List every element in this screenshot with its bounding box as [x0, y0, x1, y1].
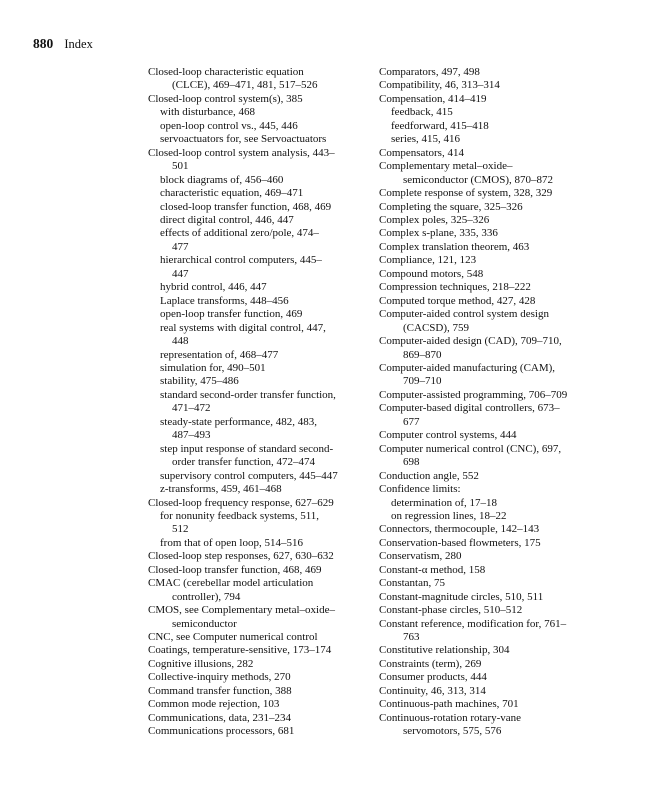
index-subentry: characteristic equation, 469–471: [160, 187, 304, 200]
index-entry: Computer-based digital controllers, 673–: [379, 402, 560, 415]
index-subentry: step input response of standard second-: [160, 442, 334, 455]
index-entry: Compensation, 414–419: [379, 92, 487, 105]
index-entry: Compatibility, 46, 313–314: [379, 79, 500, 92]
index-entry: Computer-assisted programming, 706–709: [379, 388, 568, 401]
index-entry: CNC, see Computer numerical control: [148, 631, 318, 644]
index-entry: Complex translation theorem, 463: [379, 240, 530, 253]
index-entry: Complex poles, 325–326: [379, 213, 490, 226]
index-entry: Command transfer function, 388: [148, 684, 292, 697]
index-entry: Compensators, 414: [379, 146, 464, 159]
index-subentry: z-transforms, 459, 461–468: [160, 483, 282, 496]
index-subentry: Laplace transforms, 448–456: [160, 294, 289, 307]
index-subentry: direct digital control, 446, 447: [160, 213, 294, 226]
index-entry: Constitutive relationship, 304: [379, 644, 510, 657]
index-subentry: supervisory control computers, 445–447: [160, 469, 338, 482]
page-header: [33, 36, 93, 52]
index-entry: Computer numerical control (CNC), 697,: [379, 442, 562, 455]
index-entry: Conduction angle, 552: [379, 469, 479, 482]
index-entry: Computer control systems, 444: [379, 429, 517, 442]
index-entry: Comparators, 497, 498: [379, 66, 480, 78]
index-continuation: 763: [403, 631, 420, 644]
index-continuation: (CLCE), 469–471, 481, 517–526: [172, 79, 318, 92]
index-continuation: 448: [172, 335, 189, 348]
index-subentry: on regression lines, 18–22: [391, 509, 507, 522]
index-entry: Computed torque method, 427, 428: [379, 294, 536, 307]
index-entry: Complete response of system, 328, 329: [379, 187, 553, 200]
index-entry: Consumer products, 444: [379, 671, 487, 684]
index-continuation: 512: [172, 523, 189, 536]
index-entry: Cognitive illusions, 282: [148, 657, 254, 670]
index-entry: CMOS, see Complementary metal–oxide–: [148, 604, 335, 617]
index-subentry: representation of, 468–477: [160, 348, 279, 361]
index-continuation: semiconductor (CMOS), 870–872: [403, 173, 554, 186]
index-continuation: servomotors, 575, 576: [403, 725, 502, 738]
index-continuation: 501: [172, 160, 189, 173]
index-subentry: determination of, 17–18: [391, 496, 498, 509]
index-subentry: for nonunity feedback systems, 511,: [160, 509, 320, 522]
index-entry: Communications processors, 681: [148, 725, 295, 738]
index-subentry: with disturbance, 468: [160, 106, 256, 119]
index-entry: Constant-phase circles, 510–512: [379, 604, 523, 617]
index-entry: Continuity, 46, 313, 314: [379, 684, 486, 697]
index-continuation: 709–710: [403, 375, 442, 388]
index-continuation: (CACSD), 759: [403, 321, 470, 334]
index-continuation: order transfer function, 472–474: [172, 456, 315, 469]
index-entry: Collective-inquiry methods, 270: [148, 671, 291, 684]
index-subentry: open-loop control vs., 445, 446: [160, 119, 298, 132]
index-entry: Connectors, thermocouple, 142–143: [379, 523, 540, 536]
index-column-left: [148, 66, 363, 739]
index-entry: Compliance, 121, 123: [379, 254, 477, 267]
index-entry: Constant-α method, 158: [379, 563, 486, 576]
index-entry: Closed-loop frequency response, 627–629: [148, 496, 334, 509]
index-entry: Conservation-based flowmeters, 175: [379, 536, 541, 549]
index-continuation: 869–870: [403, 348, 442, 361]
index-subentry: from that of open loop, 514–516: [160, 536, 303, 549]
index-continuation: 471–472: [172, 402, 211, 415]
index-entry: Constant-magnitude circles, 510, 511: [379, 590, 544, 603]
index-entry: Conservatism, 280: [379, 550, 462, 563]
index-entry: Complementary metal–oxide–: [379, 160, 513, 173]
section-title: Index: [64, 37, 93, 51]
index-subentry: feedforward, 415–418: [391, 119, 489, 132]
index-entry: Closed-loop step responses, 627, 630–632: [148, 550, 334, 563]
index-subentry: stability, 475–486: [160, 375, 239, 388]
index-entry: Computer-aided control system design: [379, 308, 549, 321]
index-subentry: feedback, 415: [391, 106, 453, 119]
index-entry: Closed-loop control system analysis, 443–: [148, 146, 335, 159]
index-continuation: controller), 794: [172, 590, 241, 603]
index-entry: Compound motors, 548: [379, 267, 484, 280]
index-entry: Completing the square, 325–326: [379, 200, 523, 213]
index-entry: Continuous-path machines, 701: [379, 698, 519, 711]
index-entry: Confidence limits:: [379, 483, 461, 496]
index-column-right: [379, 66, 594, 739]
index-entry: Computer-aided design (CAD), 709–710,: [379, 335, 562, 348]
index-subentry: series, 415, 416: [391, 133, 461, 146]
index-entry: Constant reference, modification for, 761–: [379, 617, 567, 630]
index-continuation: 698: [403, 456, 420, 469]
index-subentry: simulation for, 490–501: [160, 361, 266, 374]
index-entry: Constantan, 75: [379, 577, 445, 590]
index-entry: Continuous-rotation rotary-vane: [379, 711, 522, 724]
index-entry: Computer-aided manufacturing (CAM),: [379, 361, 556, 374]
index-entry: Constraints (term), 269: [379, 657, 482, 670]
index-subentry: servoactuators for, see Servoactuators: [160, 133, 327, 146]
index-subentry: standard second-order transfer function,: [160, 388, 336, 401]
index-subentry: hierarchical control computers, 445–: [160, 254, 322, 267]
index-subentry: block diagrams of, 456–460: [160, 173, 284, 186]
index-entry: Closed-loop transfer function, 468, 469: [148, 563, 322, 576]
index-subentry: hybrid control, 446, 447: [160, 281, 267, 294]
index-continuation: semiconductor: [172, 617, 237, 630]
index-subentry: effects of additional zero/pole, 474–: [160, 227, 319, 240]
index-subentry: steady-state performance, 482, 483,: [160, 415, 317, 428]
index-continuation: 447: [172, 267, 189, 280]
index-continuation: 487–493: [172, 429, 211, 442]
index-entry: Coatings, temperature-sensitive, 173–174: [148, 644, 332, 657]
index-subentry: open-loop transfer function, 469: [160, 308, 303, 321]
index-continuation: 677: [403, 415, 420, 428]
index-entry: Closed-loop control system(s), 385: [148, 92, 303, 105]
page-number: 880: [33, 36, 54, 51]
index-subentry: closed-loop transfer function, 468, 469: [160, 200, 332, 213]
index-entry: Complex s-plane, 335, 336: [379, 227, 498, 240]
index-entry: Communications, data, 231–234: [148, 711, 291, 724]
index-continuation: 477: [172, 240, 189, 253]
index-subentry: real systems with digital control, 447,: [160, 321, 326, 334]
index-entry: CMAC (cerebellar model articulation: [148, 577, 314, 590]
index-entry: Compression techniques, 218–222: [379, 281, 531, 294]
index-entry: Closed-loop characteristic equation: [148, 66, 304, 78]
index-entry: Common mode rejection, 103: [148, 698, 280, 711]
